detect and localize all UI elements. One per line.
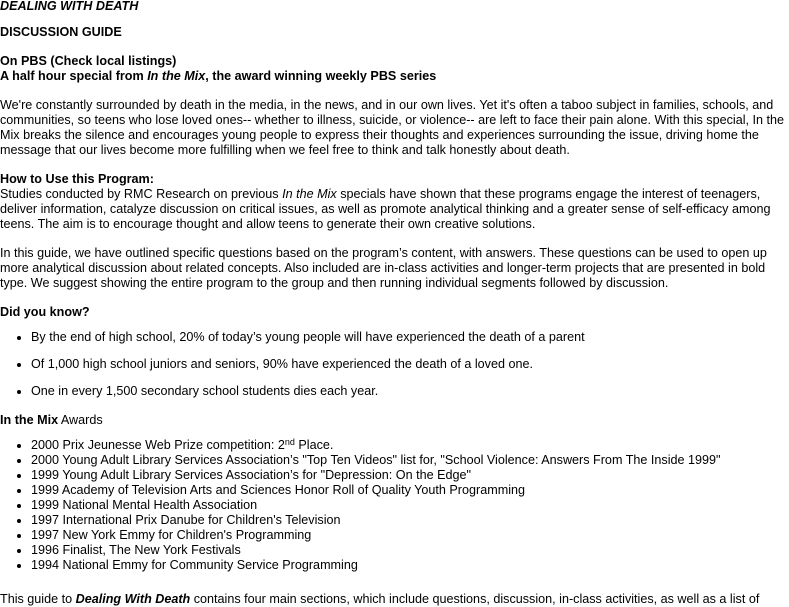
list-item: • 1997 International Prix Danube for Children's Television: [31, 513, 789, 528]
list-item: • 1999 Young Adult Library Services Association’s for "Depression: On the Edge": [31, 468, 789, 483]
broadcast-info: [0, 54, 789, 84]
how-to-use-heading: How to Use this Program:: [0, 172, 154, 186]
series-name: In the Mix: [282, 187, 337, 201]
award-text: 2000 Prix Jeunesse Web Prize competition: 2: [31, 438, 285, 452]
p1-suffix: specials have shown that these programs engage the interest of teenagers, deliver information, catalyze discussion on critical issues, as well as promote analytical thinking and a greater sense of self-efficacy among teens. The aim is to encourage thought and allow teens to generate their own creative solutions.: [0, 187, 771, 231]
awards-list: [0, 438, 789, 573]
how-to-use-paragraph-2: In this guide, we have outlined specific questions based on the program’s content, with answers. These questions can be used to open up more analytical discussion about related concepts. Also included are in-class activities and longer-term projects that are presented in bold type. We suggest showing the entire program to the group and then running individual segments followed by discussion.: [0, 246, 767, 290]
document-title: DEALING WITH DEATH: [0, 0, 139, 13]
broadcast-line-2-suffix: , the award winning weekly PBS series: [205, 69, 437, 83]
series-name: In the Mix: [147, 69, 206, 83]
list-item: • 1996 Finalist, The New York Festivals: [31, 543, 789, 558]
awards-heading-rest: Awards: [58, 413, 103, 427]
intro-paragraph: We're constantly surrounded by death in the media, in the news, and in our own lives. Yet it's often a taboo subject in families, schools, and communities, so teens who lose loved ones-- whether to illness, suicide, or violence-- are left to face their pain alone. With this special, In the Mix breaks the silence and encourages young people to express their thoughts and experiences surrounding the issue, driving home the message that our lives become more fulfilling when we feel free to think and talk honestly about death.: [0, 98, 784, 157]
list-item: • 1999 National Mental Health Association: [31, 498, 789, 513]
list-item: • By the end of high school, 20% of today’s young people will have experienced the death of a parent: [31, 330, 789, 345]
awards-heading: [0, 413, 789, 428]
document-subtitle: DISCUSSION GUIDE: [0, 25, 122, 39]
broadcast-line-1: On PBS (Check local listings): [0, 54, 177, 68]
facts-list: [0, 330, 789, 399]
list-item: [31, 438, 789, 453]
list-item: • Of 1,000 high school juniors and seniors, 90% have experienced the death of a loved one.: [31, 357, 789, 372]
ordinal-suffix: nd: [284, 437, 295, 447]
list-item: • 1999 Academy of Television Arts and Sciences Honor Roll of Quality Youth Programming: [31, 483, 789, 498]
awards-heading-series: In the Mix: [0, 413, 59, 427]
closing-prefix: This guide to: [0, 592, 76, 606]
list-item: • 1994 National Emmy for Community Service Programming: [31, 558, 789, 573]
list-item: • 1997 New York Emmy for Children's Programming: [31, 528, 789, 543]
guide-title: Dealing With Death: [75, 592, 191, 606]
did-you-know-heading: Did you know?: [0, 305, 90, 319]
broadcast-line-2-prefix: A half hour special from: [0, 69, 148, 83]
list-item: • 2000 Young Adult Library Services Association’s "Top Ten Videos" list for, "School Violence: Answers From The Inside 1999": [31, 453, 789, 468]
award-text-suffix: Place.: [294, 438, 334, 452]
closing-suffix: contains four main sections, which include questions, discussion, in-class activities, as well as a list of: [190, 592, 760, 606]
p1-prefix: Studies conducted by RMC Research on previous: [0, 187, 283, 201]
how-to-use-paragraph-1: [0, 187, 789, 232]
list-item: • One in every 1,500 secondary school students dies each year.: [31, 384, 789, 399]
broadcast-line-2: [0, 69, 789, 84]
